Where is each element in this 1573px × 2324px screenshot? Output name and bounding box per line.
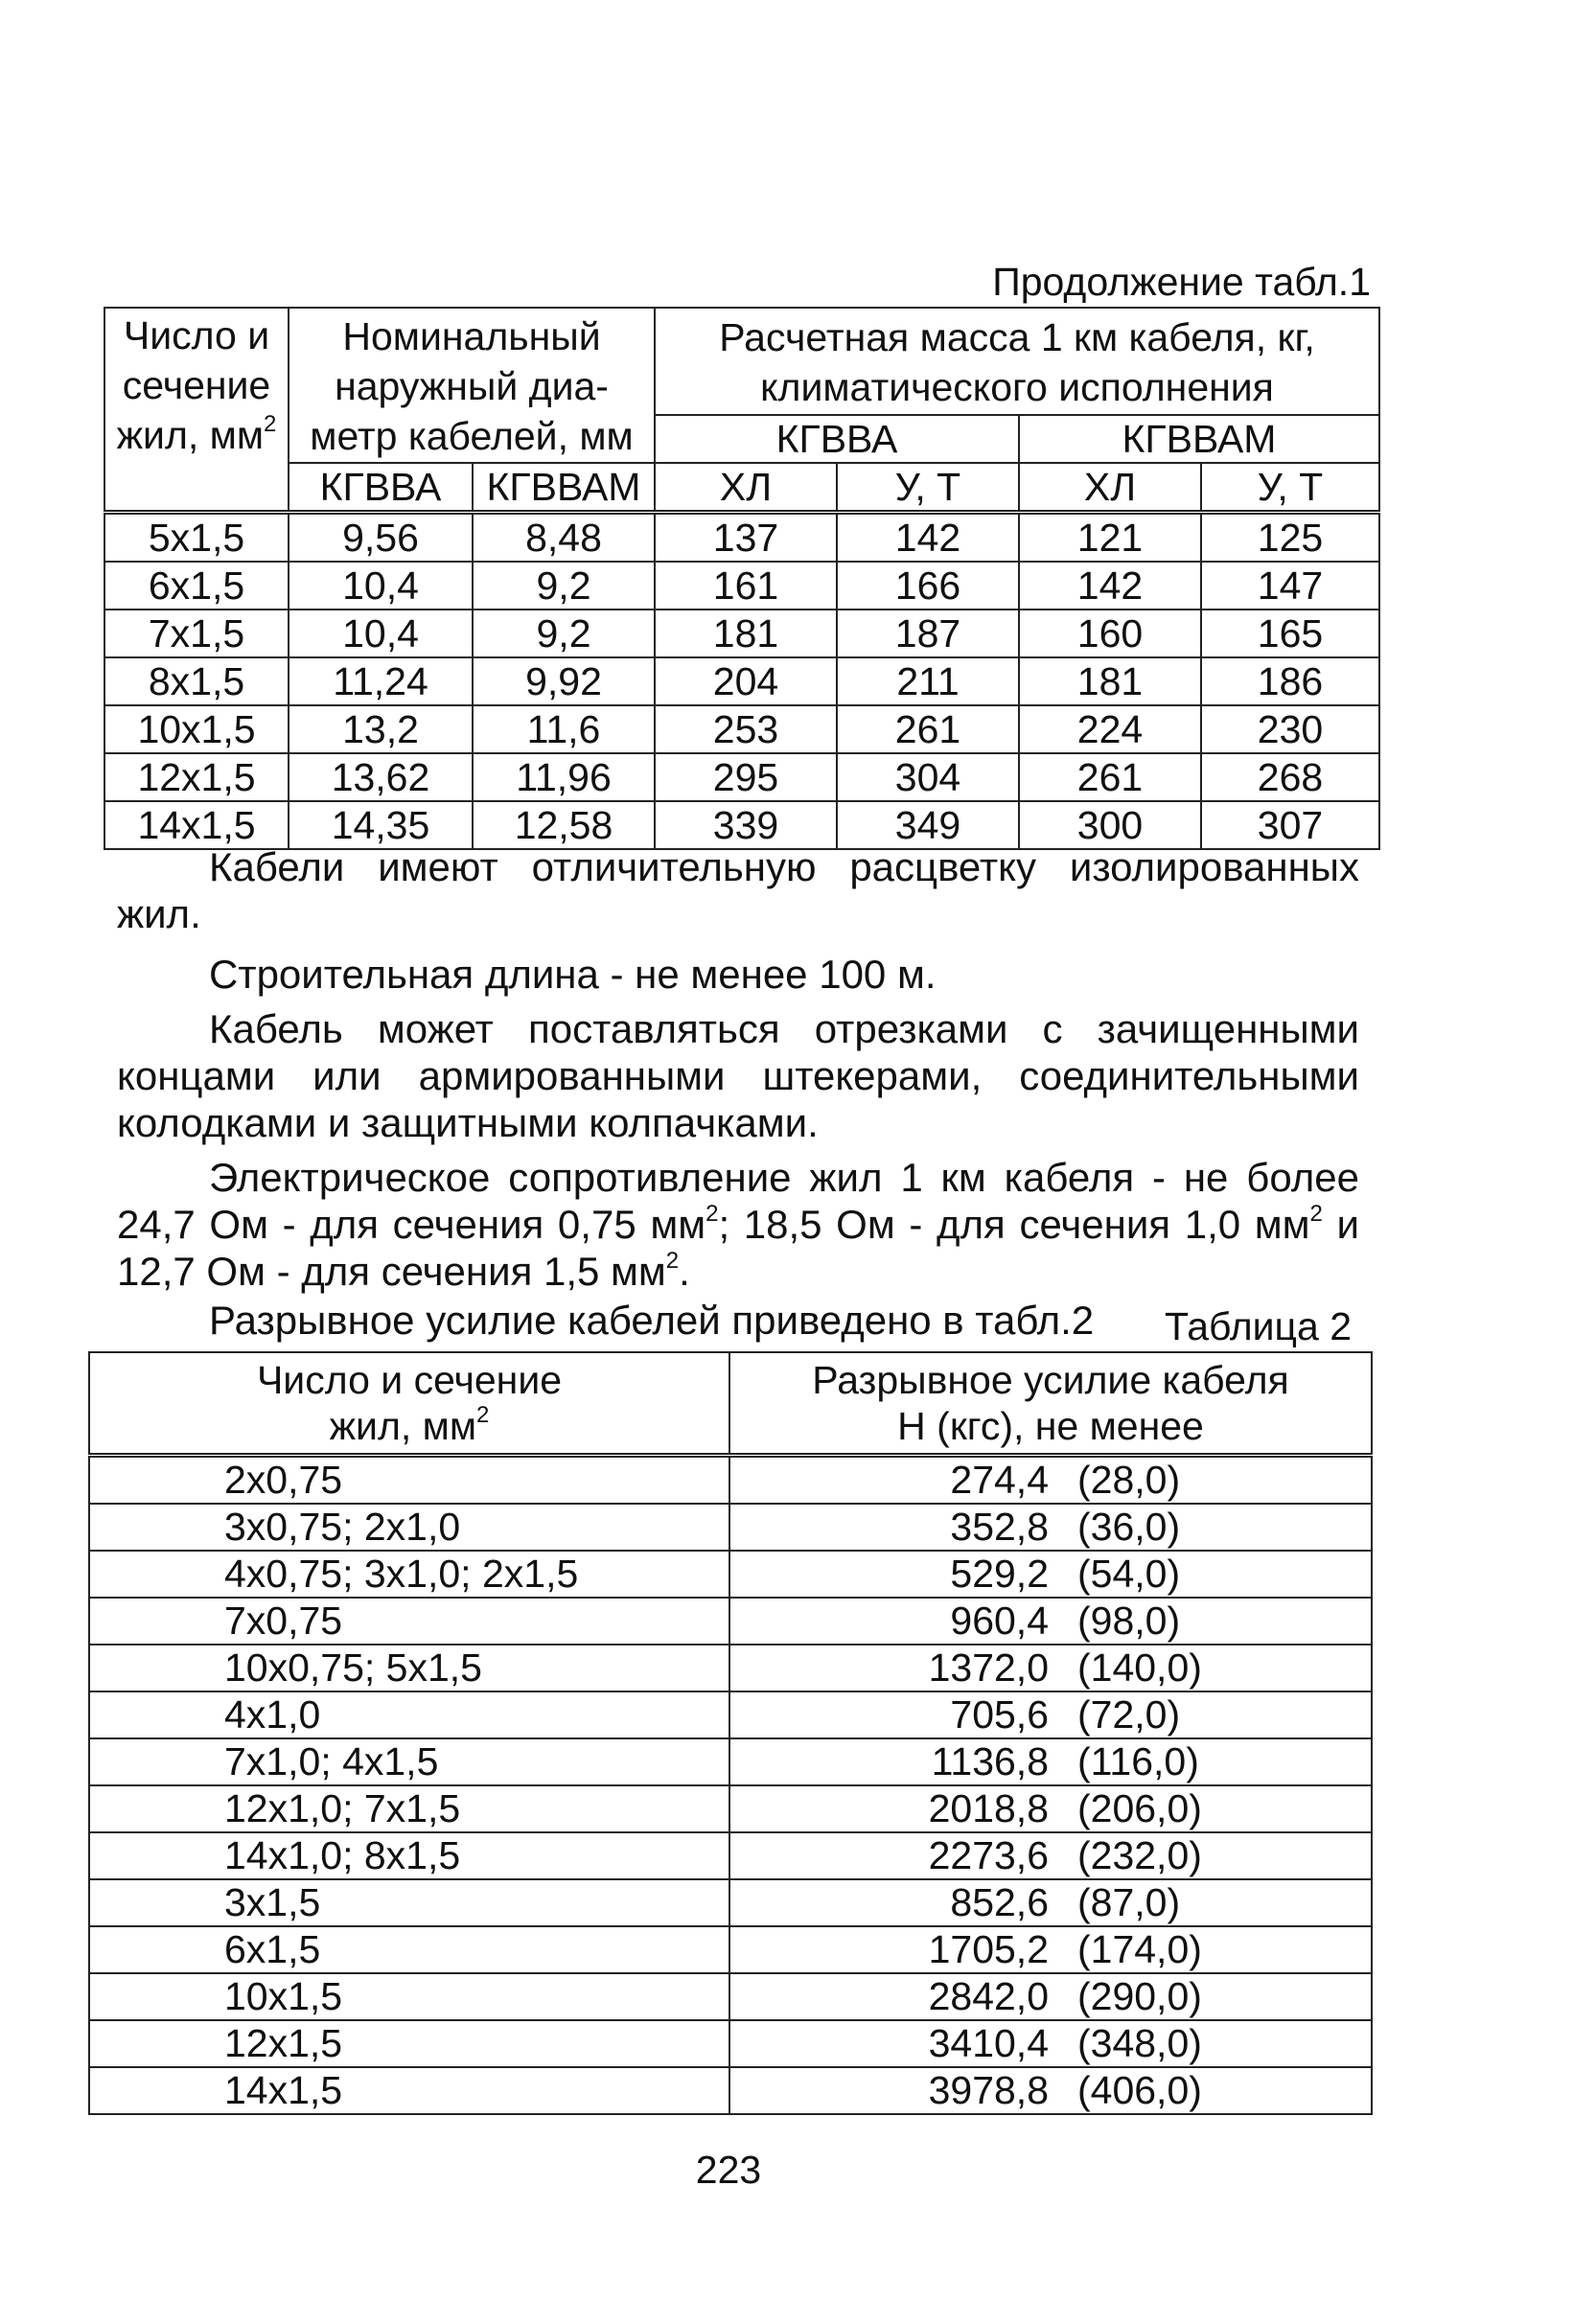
paragraph: Кабели имеют отличительную расцветку изолированных жил. — [117, 844, 1359, 936]
cell-section: 12х1,0; 7х1,5 — [89, 1785, 729, 1832]
paragraph-text: и 12,7 Ом - для сечения 1,5 мм — [117, 1202, 1359, 1294]
table-cell: 261 — [1019, 753, 1201, 801]
table-row — [89, 2067, 1372, 2114]
table-row — [89, 1456, 1372, 1505]
cell-force — [729, 1973, 1372, 2020]
table-row — [89, 1504, 1372, 1551]
table-cell: 7х1,5 — [104, 610, 289, 657]
superscript: 2 — [706, 1201, 719, 1227]
header-text: Н (кгс), не менее — [897, 1404, 1204, 1448]
paragraph-text: . — [679, 1249, 690, 1294]
table-cell: 12,58 — [473, 801, 655, 849]
body-text — [117, 843, 1359, 1344]
superscript: 2 — [264, 411, 277, 437]
header-text: сечение — [122, 363, 271, 407]
cell-force — [729, 1504, 1372, 1551]
table-cell: 211 — [837, 657, 1019, 705]
header-spacer — [105, 460, 288, 510]
table-cell: 160 — [1019, 610, 1201, 657]
header-text — [90, 1403, 729, 1449]
paragraph: Строительная длина - не менее 100 м. — [209, 952, 937, 997]
table-row — [89, 1973, 1372, 2020]
force-newton: 352,8 — [950, 1505, 1049, 1549]
header-sub-kgvvam: КГВВАМ — [473, 463, 655, 513]
cell-section: 4х0,75; 3х1,0; 2х1,5 — [89, 1551, 729, 1598]
table-cell: 13,62 — [289, 753, 473, 801]
force-kgf: (290,0) — [1077, 1974, 1202, 2018]
table2-caption: Таблица 2 — [1165, 1304, 1352, 1348]
table-cell: 5х1,5 — [104, 513, 289, 563]
table-cell: 9,92 — [473, 657, 655, 705]
table-cell: 339 — [655, 801, 837, 849]
table-cell: 11,96 — [473, 753, 655, 801]
table-row — [89, 1832, 1372, 1879]
table2-body — [89, 1456, 1372, 2115]
paragraph: Разрывное усилие кабелей приведено в табл.2 — [209, 1298, 1095, 1343]
force-newton: 1136,8 — [931, 1739, 1049, 1783]
header-group-kgvva: КГВВА — [655, 415, 1019, 463]
cell-force — [729, 1926, 1372, 1973]
header-sub-ut: У, Т — [1201, 463, 1379, 513]
table-cell: 147 — [1201, 562, 1379, 610]
header-wire-count — [104, 308, 289, 513]
header-nominal-diameter — [289, 308, 655, 463]
table-cell: 10х1,5 — [104, 705, 289, 753]
cell-force — [729, 1785, 1372, 1832]
force-newton: 3410,4 — [928, 2021, 1049, 2065]
table-cell: 9,2 — [473, 610, 655, 657]
force-newton: 2842,0 — [928, 1974, 1049, 2018]
table-cell: 307 — [1201, 801, 1379, 849]
header-text: метр кабелей, мм — [310, 414, 634, 458]
table-cell: 142 — [837, 513, 1019, 563]
header-text: Разрывное усилие кабеля — [812, 1358, 1289, 1402]
force-kgf: (140,0) — [1077, 1645, 1202, 1690]
table-cell: 10,4 — [289, 610, 473, 657]
header-sub-hl: ХЛ — [655, 463, 837, 513]
cell-force — [729, 1738, 1372, 1785]
cell-force — [729, 2067, 1372, 2114]
header-text: жил, мм — [329, 1404, 477, 1448]
table-row — [89, 1738, 1372, 1785]
table-cell: 224 — [1019, 705, 1201, 753]
paragraph: Кабель может поставляться отрезками с зачищенными концами или армированными штекерами, соединительными колодками и защитными колпачками. — [117, 1006, 1359, 1145]
force-newton: 1372,0 — [928, 1645, 1049, 1690]
cell-force — [729, 2020, 1372, 2067]
table-row — [89, 1785, 1372, 1832]
paragraph-text: Электрическое сопротивление жил 1 км кабеля - не более 24,7 Ом - для сечения 0,75 мм — [117, 1155, 1359, 1247]
table-cell: 165 — [1201, 610, 1379, 657]
header-text: Расчетная масса 1 км кабеля, кг, — [719, 315, 1315, 359]
table-cell: 14х1,5 — [104, 801, 289, 849]
table-cell: 161 — [655, 562, 837, 610]
table-row — [89, 1691, 1372, 1738]
table1-cable-mass — [104, 307, 1380, 850]
force-newton: 1705,2 — [928, 1927, 1049, 1971]
header-wire-count — [89, 1352, 729, 1456]
header-text: Число и сечение — [256, 1358, 563, 1402]
table1-body — [104, 513, 1379, 850]
cell-section: 14х1,5 — [89, 2067, 729, 2114]
force-newton: 2018,8 — [928, 1786, 1049, 1830]
force-kgf: (232,0) — [1077, 1833, 1202, 1877]
table-cell: 6х1,5 — [104, 562, 289, 610]
force-kgf: (348,0) — [1077, 2021, 1202, 2065]
table1-caption: Продолжение табл.1 — [992, 260, 1371, 304]
force-newton: 2273,6 — [928, 1833, 1049, 1877]
force-newton: 960,4 — [950, 1599, 1049, 1643]
cell-section: 2х0,75 — [89, 1456, 729, 1505]
header-sub-ut: У, Т — [837, 463, 1019, 513]
table-cell: 181 — [1019, 657, 1201, 705]
header-group-kgvvam: КГВВАМ — [1019, 415, 1379, 463]
table-row — [104, 705, 1379, 753]
table-cell: 11,6 — [473, 705, 655, 753]
cell-section: 14х1,0; 8х1,5 — [89, 1832, 729, 1879]
header-text: Число и — [123, 313, 270, 357]
cell-force — [729, 1551, 1372, 1598]
force-kgf: (206,0) — [1077, 1786, 1202, 1830]
table-cell: 204 — [655, 657, 837, 705]
table-cell: 230 — [1201, 705, 1379, 753]
paragraph — [117, 1154, 1359, 1295]
table-cell: 8х1,5 — [104, 657, 289, 705]
header-text: наружный диа- — [335, 364, 609, 408]
table-cell: 166 — [837, 562, 1019, 610]
force-kgf: (87,0) — [1077, 1880, 1181, 1924]
force-kgf: (28,0) — [1077, 1458, 1181, 1502]
force-kgf: (116,0) — [1077, 1739, 1199, 1783]
cell-force — [729, 1598, 1372, 1645]
superscript: 2 — [665, 1248, 680, 1274]
force-kgf: (72,0) — [1077, 1692, 1181, 1737]
table-row — [104, 657, 1379, 705]
table-cell: 121 — [1019, 513, 1201, 563]
force-kgf: (36,0) — [1077, 1505, 1181, 1549]
table-row — [89, 1879, 1372, 1926]
superscript: 2 — [476, 1402, 490, 1428]
header-sub-kgvva: КГВВА — [289, 463, 473, 513]
header-breaking-force — [729, 1352, 1372, 1456]
cell-section: 3х0,75; 2х1,0 — [89, 1504, 729, 1551]
header-text: климатического исполнения — [760, 365, 1274, 409]
table-row — [104, 753, 1379, 801]
force-kgf: (98,0) — [1077, 1599, 1181, 1643]
table-row — [89, 1645, 1372, 1691]
force-kgf: (174,0) — [1077, 1927, 1202, 1971]
table-cell: 349 — [837, 801, 1019, 849]
table-row — [89, 1926, 1372, 1973]
table-cell: 253 — [655, 705, 837, 753]
cell-force — [729, 1832, 1372, 1879]
force-newton: 274,4 — [950, 1458, 1049, 1502]
table-cell: 10,4 — [289, 562, 473, 610]
header-text: жил, мм — [116, 413, 265, 457]
header-text — [105, 410, 288, 460]
header-cable-mass — [655, 308, 1379, 415]
paragraph-text: ; 18,5 Ом - для сечения 1,0 мм — [718, 1202, 1310, 1247]
table-cell: 295 — [655, 753, 837, 801]
table-cell: 304 — [837, 753, 1019, 801]
cell-force — [729, 1879, 1372, 1926]
table-cell: 12х1,5 — [104, 753, 289, 801]
force-newton: 705,6 — [950, 1692, 1049, 1737]
table-cell: 181 — [655, 610, 837, 657]
force-newton: 529,2 — [950, 1552, 1049, 1596]
table-row — [104, 562, 1379, 610]
table-cell: 187 — [837, 610, 1019, 657]
cell-section: 7х0,75 — [89, 1598, 729, 1645]
table-row — [104, 801, 1379, 849]
table-row — [89, 1551, 1372, 1598]
page-number: 223 — [695, 2148, 762, 2192]
table-cell: 9,2 — [473, 562, 655, 610]
force-newton: 852,6 — [950, 1880, 1049, 1924]
table-cell: 11,24 — [289, 657, 473, 705]
table-cell: 142 — [1019, 562, 1201, 610]
cell-section: 10х1,5 — [89, 1973, 729, 2020]
force-kgf: (54,0) — [1077, 1552, 1181, 1596]
table-row — [104, 513, 1379, 563]
header-sub-hl: ХЛ — [1019, 463, 1201, 513]
table2-breaking-force — [88, 1351, 1373, 2115]
header-text: Номинальный — [342, 314, 601, 358]
cell-force — [729, 1645, 1372, 1691]
cell-section: 4х1,0 — [89, 1691, 729, 1738]
table-cell: 14,35 — [289, 801, 473, 849]
table-cell: 300 — [1019, 801, 1201, 849]
table-cell: 186 — [1201, 657, 1379, 705]
force-newton: 3978,8 — [928, 2068, 1049, 2112]
table-cell: 125 — [1201, 513, 1379, 563]
cell-section: 7х1,0; 4х1,5 — [89, 1738, 729, 1785]
table-cell: 261 — [837, 705, 1019, 753]
table-cell: 9,56 — [289, 513, 473, 563]
table-cell: 13,2 — [289, 705, 473, 753]
cell-section: 10х0,75; 5х1,5 — [89, 1645, 729, 1691]
table-cell: 268 — [1201, 753, 1379, 801]
table-row — [89, 2020, 1372, 2067]
force-kgf: (406,0) — [1077, 2068, 1202, 2112]
table-cell: 137 — [655, 513, 837, 563]
cell-section: 12х1,5 — [89, 2020, 729, 2067]
cell-section: 3х1,5 — [89, 1879, 729, 1926]
cell-force — [729, 1456, 1372, 1505]
cell-force — [729, 1691, 1372, 1738]
superscript: 2 — [1309, 1201, 1323, 1227]
table-cell: 8,48 — [473, 513, 655, 563]
cell-section: 6х1,5 — [89, 1926, 729, 1973]
table-row — [104, 610, 1379, 657]
table-row — [89, 1598, 1372, 1645]
